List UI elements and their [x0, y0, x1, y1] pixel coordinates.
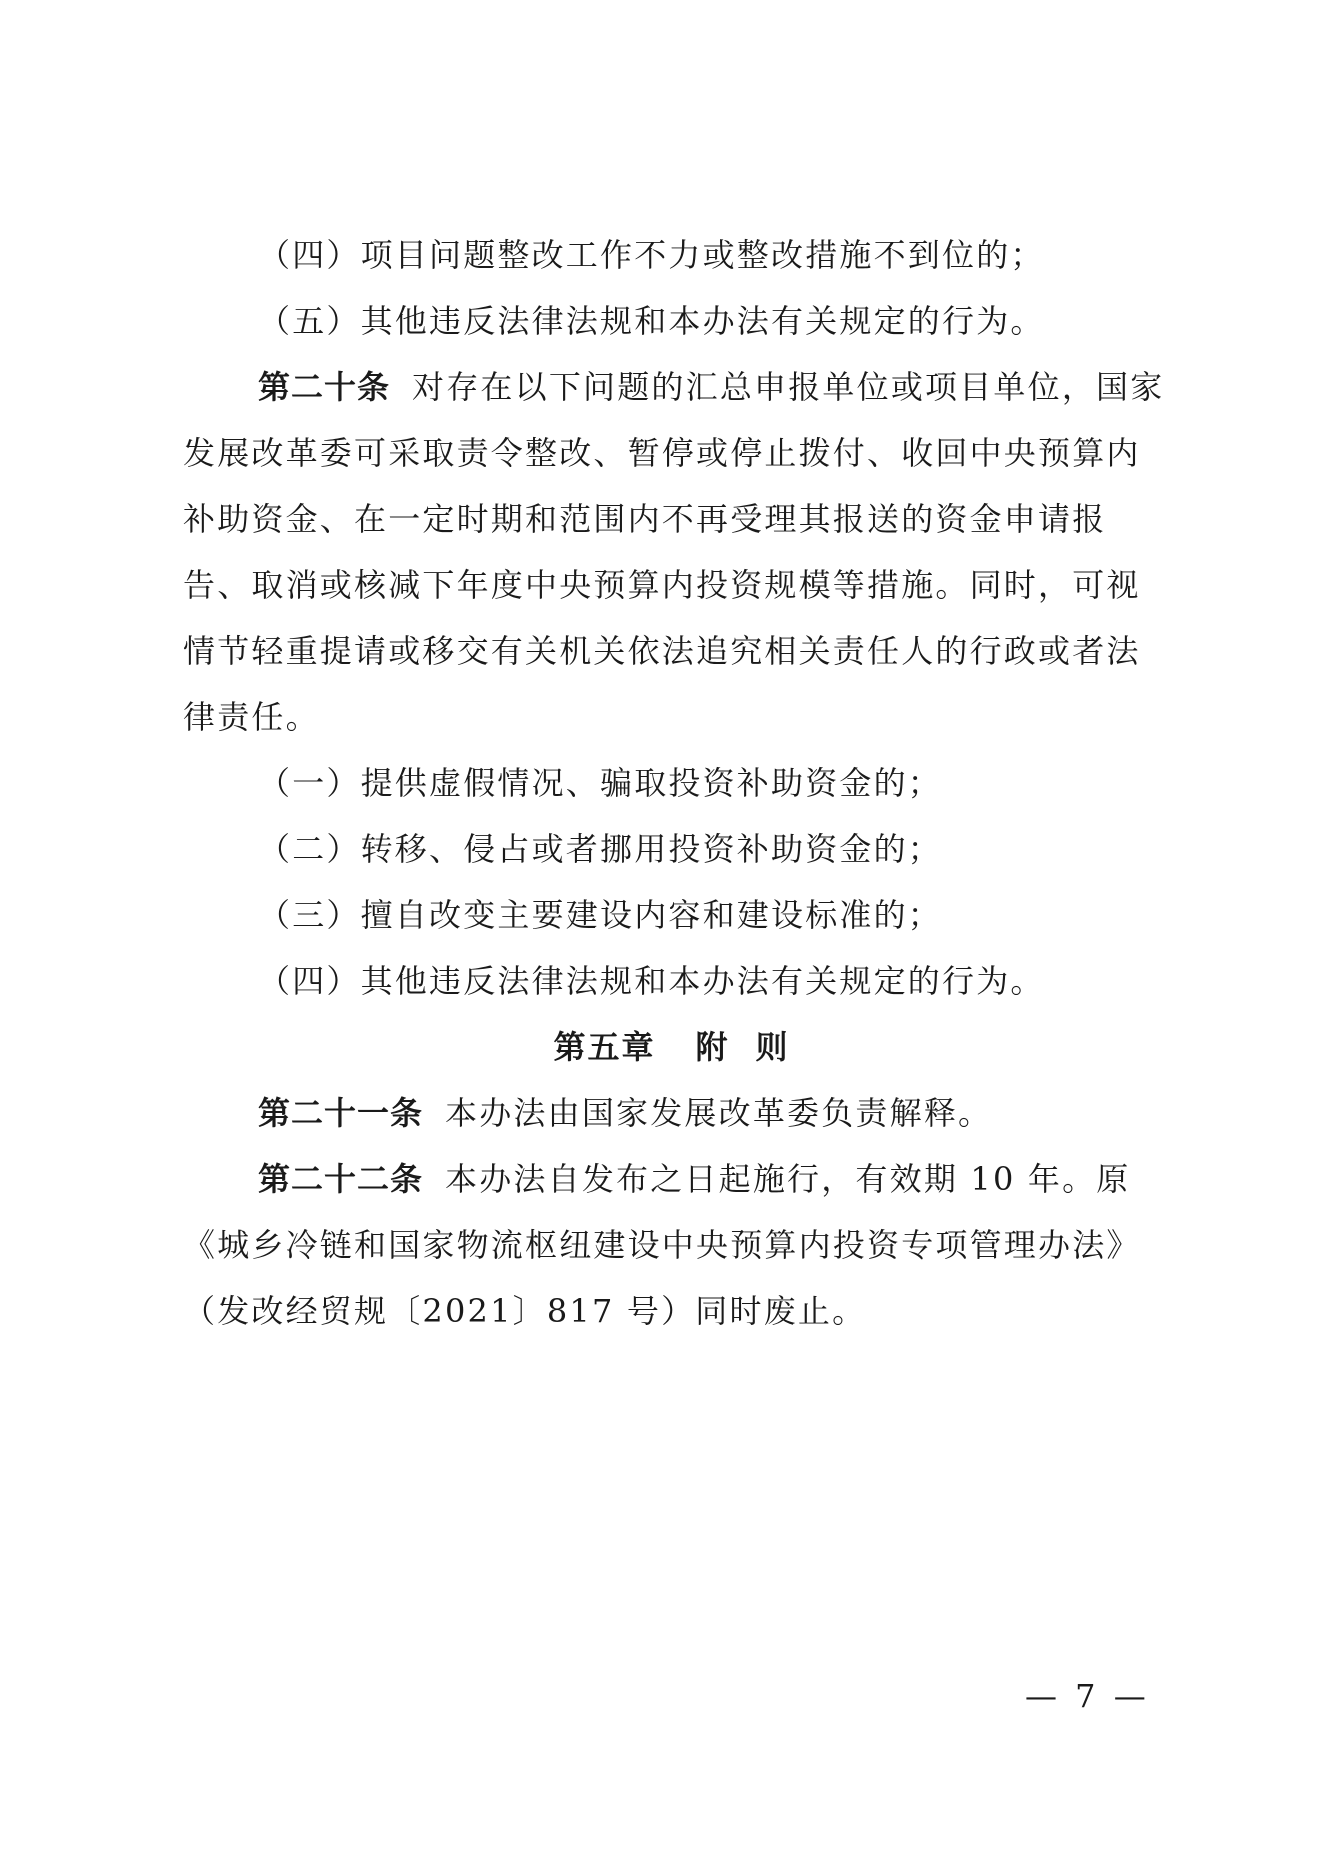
article-20-title: 第二十条 — [258, 368, 391, 406]
page-number: — 7 — — [1025, 1677, 1150, 1715]
chapter-heading — [183, 1014, 1150, 1080]
article-20-item-2: （二）转移、侵占或者挪用投资补助资金的； — [258, 830, 943, 868]
article-20-text-line-4: 告、取消或核减下年度中央预算内投资规模等措施。同时，可视 — [183, 566, 1141, 604]
article-21 — [183, 1080, 1150, 1146]
article-20-text-line-5: 情节轻重提请或移交有关机关依法追究相关责任人的行政或者法 — [183, 632, 1141, 670]
article-20-text-line-6: 律责任。 — [183, 698, 320, 736]
paragraph-item-4-top: （四）项目问题整改工作不力或整改措施不到位的； — [258, 236, 1045, 274]
article-20-text-line-2: 发展改革委可采取责令整改、暂停或停止拨付、收回中央预算内 — [183, 434, 1141, 472]
article-20-first-line — [183, 354, 1165, 420]
article-20-item-3: （三）擅自改变主要建设内容和建设标准的； — [258, 896, 943, 934]
article-22-text-line-1: 本办法自发布之日起施行，有效期 10 年。原 — [445, 1160, 1131, 1198]
chapter-name-2: 则 — [755, 1028, 790, 1066]
chapter-name-1: 附 — [695, 1028, 730, 1066]
article-21-text: 本办法由国家发展改革委负责解释。 — [445, 1094, 993, 1132]
chapter-label: 第五章 — [553, 1028, 656, 1066]
article-20-item-1: （一）提供虚假情况、骗取投资补助资金的； — [258, 764, 943, 802]
article-20-item-4: （四）其他违反法律法规和本办法有关规定的行为。 — [258, 962, 1045, 1000]
article-22-first-line — [183, 1146, 1150, 1212]
article-20-text-line-1: 对存在以下问题的汇总申报单位或项目单位，国家 — [412, 368, 1165, 406]
article-20-text-line-3: 补助资金、在一定时期和范围内不再受理其报送的资金申请报 — [183, 500, 1107, 538]
article-22-title: 第二十二条 — [258, 1160, 424, 1198]
article-21-title: 第二十一条 — [258, 1094, 424, 1132]
document-body — [183, 222, 1165, 1344]
paragraph-item-5-top: （五）其他违反法律法规和本办法有关规定的行为。 — [258, 302, 1045, 340]
article-22-text-line-2: 《城乡冷链和国家物流枢纽建设中央预算内投资专项管理办法》 — [183, 1226, 1141, 1264]
article-22-text-line-3: （发改经贸规〔2021〕817 号）同时废止。 — [183, 1292, 867, 1330]
